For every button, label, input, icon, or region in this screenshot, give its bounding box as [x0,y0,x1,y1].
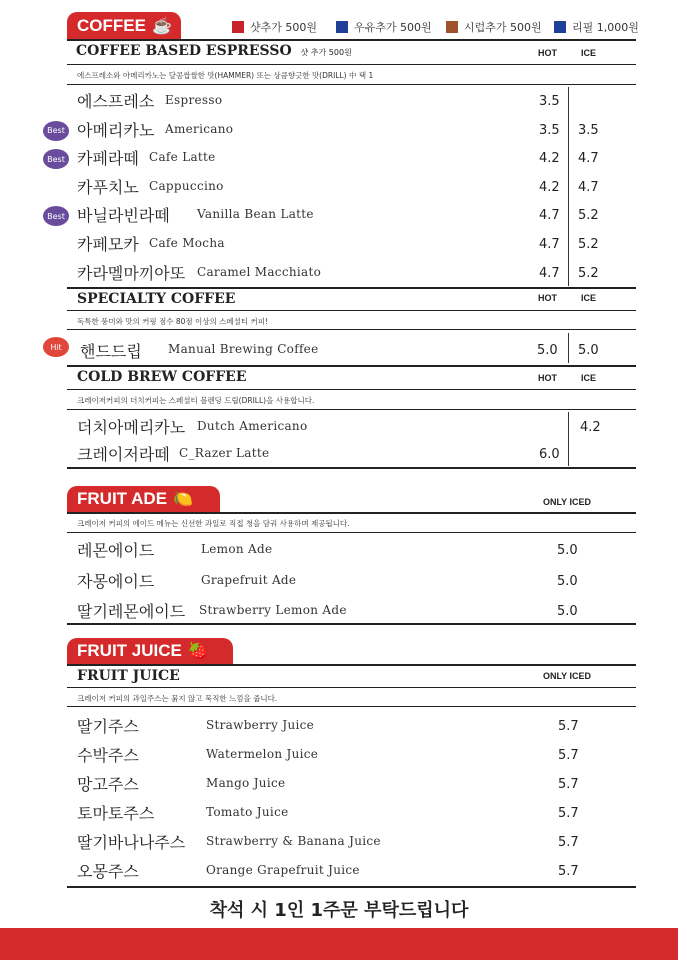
menu-item-name-ko: 딸기바나나주스 [77,833,186,852]
coldbrew-section-title: COLD BREW COFFEE [77,369,247,385]
divider [67,64,636,65]
menu-item-name-ko: 카라멜마끼아또 [77,263,186,283]
ice-price: 5.2 [578,208,599,224]
price: 5.7 [558,748,579,763]
column-divider [568,412,569,466]
coldbrew-note: 크레이저커피의 더치커피는 스페셜티 블렌딩 드립(DRILL)을 사용합니다. [77,396,315,405]
hot-header: HOT [538,373,557,383]
refill-color-icon [554,21,566,33]
specialty-note: 독특한 풍미와 맛의 커핑 점수 80점 이상의 스페셜티 커피! [77,317,269,326]
price: 5.0 [557,604,578,619]
menu-item-name-en: Vanilla Bean Latte [197,207,314,222]
legend-syrup [446,19,542,35]
hot-price: 4.7 [539,208,560,224]
best-badge: Best [43,206,69,226]
legend-label: 샷추가 500원 [250,21,317,34]
price: 5.0 [557,573,578,589]
menu-item-name-en: Cappuccino [149,178,224,193]
legend-refill [554,19,639,35]
divider [67,84,636,85]
hot-price: 4.2 [539,179,560,195]
divider [67,706,636,707]
espresso-note: 에스프레소와 아메리카노는 달콤쌉쌀한 맛(HAMMER) 또는 상큼향긋한 맛(DRILL) 中 택 1 [77,71,374,80]
menu-item-name-en: Mango Juice [206,776,286,790]
ice-header: ICE [581,48,597,58]
column-divider [568,87,569,286]
menu-item-name-ko: 바닐라빈라떼 [77,206,170,226]
shot-color-icon [232,21,244,33]
best-badge: Best [43,149,69,169]
divider [67,623,636,625]
hit-badge: Hit [43,337,69,357]
menu-item-name-ko: 오몽주스 [77,862,139,881]
fruitjuice-section-title: FRUIT JUICE [77,668,180,684]
menu-item-name-ko: 카푸치노 [77,177,139,197]
ice-price: 4.7 [578,151,599,167]
section-title-text: COFFEE BASED ESPRESSO [76,43,292,59]
price: 5.7 [558,835,579,850]
menu-item-name-en: Manual Brewing Coffee [168,342,319,356]
price: 5.7 [558,777,579,792]
divider [67,329,636,330]
price: 5.7 [558,806,579,821]
fruitjuice-tab-label: FRUIT JUICE [77,641,182,660]
menu-item-name-en: Strawberry & Banana Juice [206,834,381,848]
price: 5.0 [557,543,578,558]
legend-label: 리필 1,000원 [572,21,639,34]
ice-price: 3.5 [578,122,599,138]
milk-color-icon [336,21,348,33]
ice-price: 5.0 [578,343,599,358]
hot-price: 5.0 [537,343,558,358]
hot-price: 4.7 [539,265,560,281]
menu-item-name-ko: 딸기레몬에이드 [77,602,186,621]
shot-add-note: 샷 추가 500원 [300,48,352,57]
menu-item-name-en: Cafe Latte [149,150,216,165]
coffee-cup-icon: ☕ [151,17,172,35]
footer-notice: 착석 시 1인 1주문 부탁드립니다 [209,900,469,921]
menu-item-name-ko: 토마토주스 [77,804,155,823]
best-badge: Best [43,121,69,141]
divider [67,512,636,514]
divider [67,310,636,311]
column-divider [568,333,569,363]
legend-label: 우유추가 500원 [354,21,432,34]
menu-item-name-ko: 카페모카 [77,235,139,254]
only-iced-header: ONLY ICED [543,671,592,681]
hot-price: 3.5 [539,122,560,138]
menu-item-name-en: Cafe Mocha [149,236,225,250]
menu-item-name-en: Americano [165,121,234,136]
ice-price: 5.2 [578,237,599,252]
menu-item-name-en: Strawberry Juice [206,718,315,732]
menu-item-name-en: Grapefruit Ade [201,572,297,587]
menu-item-name-en: Lemon Ade [201,542,273,556]
divider [67,886,636,888]
hot-price: 4.7 [539,237,560,252]
menu-item-name-en: C_Razer Latte [179,446,270,460]
menu-item-name-ko: 망고주스 [77,775,139,794]
divider [67,532,636,533]
menu-item-name-ko: 더치아메리카노 [77,418,186,437]
divider [67,389,636,390]
menu-item-name-en: Espresso [165,93,223,107]
price: 5.7 [558,719,579,734]
menu-item-name-ko: 자몽에이드 [77,571,155,591]
hot-header: HOT [538,293,557,303]
menu-item-name-ko: 딸기주스 [77,717,139,736]
ice-price: 5.2 [578,265,599,281]
menu-item-name-ko: 핸드드립 [80,342,142,361]
fruitade-tab [67,486,220,512]
coffee-tab-label: COFFEE [77,15,146,35]
divider [67,687,636,688]
specialty-section-title: SPECIALTY COFFEE [77,291,236,307]
ice-header: ICE [581,373,597,383]
strawberry-icon: 🍓 [187,643,208,660]
legend-milk [336,19,432,35]
divider [67,467,636,469]
menu-item-name-en: Tomato Juice [206,805,289,819]
espresso-section-title [76,43,352,59]
divider [67,664,636,666]
menu-item-name-ko: 수박주스 [77,746,139,765]
footer-bar [0,928,678,960]
fruit-icon: 🍋 [173,491,193,508]
menu-item-name-ko: 아메리카노 [77,120,155,140]
divider [67,287,636,289]
price: 5.7 [558,864,579,879]
menu-item-name-ko: 에스프레소 [77,92,155,111]
ice-price: 4.2 [580,420,601,435]
hot-price: 3.5 [539,94,560,109]
menu-item-name-ko: 레몬에이드 [77,541,155,560]
divider [67,39,636,41]
legend-shot [232,19,317,35]
menu-item-name-en: Dutch Americano [197,419,308,433]
ice-price: 4.7 [578,179,599,195]
fruitade-note: 크레이저 커피의 에이드 메뉴는 신선한 과일로 직접 청을 담궈 사용하며 제공됩니다. [77,519,350,528]
syrup-color-icon [446,21,458,33]
menu-item-name-ko: 카페라떼 [77,149,139,169]
hot-price: 6.0 [539,447,560,462]
fruitade-tab-label: FRUIT ADE [77,489,168,508]
fruitjuice-tab [67,638,233,664]
coffee-tab [67,12,181,39]
menu-item-name-en: Strawberry Lemon Ade [199,603,347,617]
ice-header: ICE [581,293,597,303]
menu-item-name-en: Caramel Macchiato [197,264,322,279]
only-iced-header: ONLY ICED [543,497,592,507]
menu-item-name-en: Watermelon Juice [206,747,319,761]
hot-header: HOT [538,48,557,58]
menu-item-name-ko: 크레이저라떼 [77,445,170,464]
divider [67,365,636,367]
divider [67,409,636,410]
hot-price: 4.2 [539,151,560,167]
legend-label: 시럽추가 500원 [464,21,542,34]
menu-item-name-en: Orange Grapefruit Juice [206,863,360,877]
fruitjuice-note: 크레이저 커피의 과일주스는 묽지 않고 묵직한 느낌을 줍니다. [77,694,278,703]
